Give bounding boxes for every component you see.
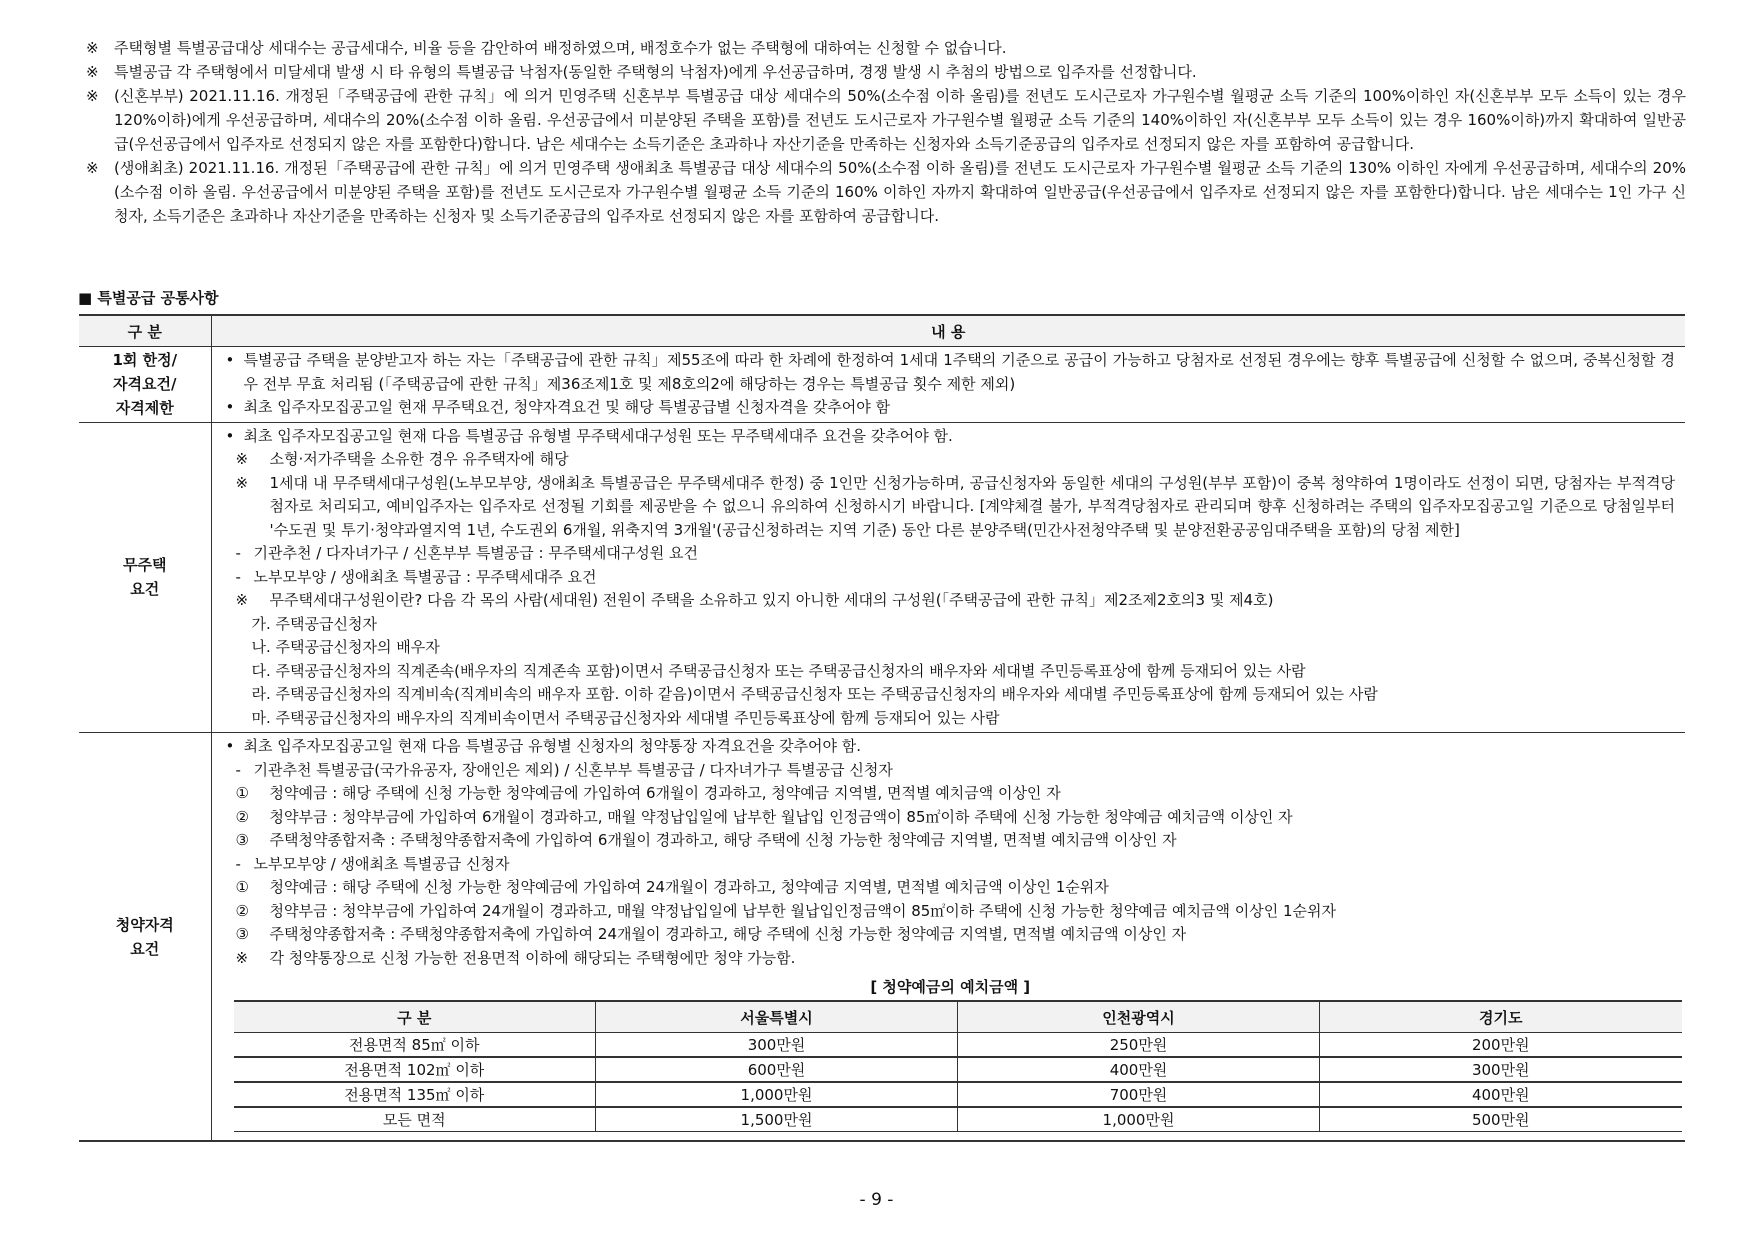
- deposit-amount-cell: 1,000만원: [958, 1107, 1320, 1132]
- line-text: 주택청약종합저축 : 주택청약종합저축에 가입하여 6개월이 경과하고, 해당 주택에 신청 가능한 청약예금 지역별, 면적별 예치금액 이상인 자: [269, 831, 1177, 849]
- content-line: [226, 589, 1676, 613]
- deposit-amount-cell: 400만원: [958, 1057, 1320, 1082]
- line-text: 가. 주택공급신청자: [251, 614, 377, 633]
- content-line: [226, 349, 1676, 396]
- deposit-header: 구 분: [234, 1001, 596, 1033]
- line-text: 라. 주택공급신청자의 직계비속(직계비속의 배우자 포함. 이하 같음)이면서 주택공급신청자 또는 주택공급신청자의 배우자와 세대별 주민등록표상에 함께 등재되어 있는 사람: [251, 685, 1378, 703]
- deposit-amount-cell: 700만원: [958, 1082, 1320, 1107]
- line-text: 노부모부양 / 생애최초 특별공급 : 무주택세대주 요건: [253, 567, 597, 586]
- bullet-mark: ※: [235, 948, 249, 967]
- deposit-table-title: [ 청약예금의 예치금액 ]: [870, 978, 1031, 996]
- line-text: 청약예금 : 해당 주택에 신청 가능한 청약예금에 가입하여 6개월이 경과하고, 청약예금 지역별, 면적별 예치금액 이상인 자: [269, 784, 1061, 802]
- deposit-area-cell: 전용면적 135㎡ 이하: [234, 1082, 596, 1107]
- deposit-amount-cell: 300만원: [596, 1033, 958, 1058]
- bullet-mark: •: [225, 737, 235, 755]
- line-text: 청약예금 : 해당 주택에 신청 가능한 청약예금에 가입하여 24개월이 경과하고, 청약예금 지역별, 면적별 예치금액 이상인 1순위자: [269, 878, 1109, 896]
- deposit-row: [234, 1107, 1682, 1132]
- bullet-mark: •: [225, 426, 235, 445]
- bullet-mark: ②: [235, 807, 249, 826]
- table-row: [79, 422, 1685, 733]
- bullet-mark: ※: [235, 450, 249, 468]
- line-text: 최초 입주자모집공고일 현재 무주택요건, 청약자격요건 및 해당 특별공급별 신청자격을 갖추어야 함: [243, 398, 891, 416]
- table-header-row: [79, 315, 1685, 347]
- note-text: 특별공급 각 주택형에서 미달세대 발생 시 타 유형의 특별공급 낙첨자(동일한 주택형의 낙첨자)에게 우선공급하며, 경쟁 발생 시 추첨의 방법으로 입주자를 선정합니다.: [114, 63, 1197, 81]
- line-text: 청약부금 : 청약부금에 가입하여 24개월이 경과하고, 매월 약정납입일에 납부한 월납입인정금액이 85㎡이하 주택에 신청 가능한 청약예금 예치금액 이상인 1순위자: [269, 901, 1336, 920]
- bullet-mark: ①: [235, 878, 249, 896]
- deposit-amount-cell: 300만원: [1320, 1057, 1682, 1082]
- content-line: [226, 900, 1676, 924]
- bullet-mark: -: [235, 567, 241, 586]
- content-line: [226, 613, 1676, 637]
- row-content: [211, 347, 1685, 423]
- notes-block: [86, 36, 1686, 228]
- section-title: ■ 특별공급 공통사항: [78, 289, 219, 307]
- line-text: 기관추천 / 다자녀가구 / 신혼부부 특별공급 : 무주택세대구성원 요건: [253, 544, 699, 562]
- content-line: [226, 683, 1676, 707]
- content-line: [226, 947, 1676, 971]
- line-text: 기관추천 특별공급(국가유공자, 장애인은 제외) / 신혼부부 특별공급 / 다자녀가구 특별공급 신청자: [253, 760, 893, 779]
- bullet-mark: •: [225, 351, 235, 369]
- special-supply-table: [79, 314, 1685, 1142]
- line-text: 무주택세대구성원이란? 다음 각 목의 사람(세대원) 전원이 주택을 소유하고 있지 아니한 세대의 구성원(「주택공급에 관한 규칙」제2조제2호의3 및 제4호): [269, 591, 1274, 609]
- row-label: 청약자격 요건: [79, 733, 211, 1142]
- reference-mark: ※: [86, 159, 99, 177]
- table-row: [79, 733, 1685, 1142]
- bullet-mark: ③: [235, 831, 249, 849]
- header-content: 내 용: [211, 315, 1685, 347]
- deposit-amount-cell: 200만원: [1320, 1033, 1682, 1058]
- content-line: [226, 448, 1676, 472]
- note-item: [86, 84, 1686, 156]
- line-text: 최초 입주자모집공고일 현재 다음 특별공급 유형별 무주택세대구성원 또는 무주택세대주 요건을 갖추어야 함.: [243, 426, 953, 445]
- reference-mark: ※: [86, 63, 99, 81]
- row-content: [211, 422, 1685, 733]
- content-line: [226, 396, 1676, 420]
- content-line: [226, 923, 1676, 947]
- deposit-header-row: [234, 1001, 1682, 1033]
- deposit-area-cell: 전용면적 102㎡ 이하: [234, 1057, 596, 1082]
- deposit-header: 인천광역시: [958, 1001, 1320, 1033]
- deposit-amount-cell: 1,500만원: [596, 1107, 958, 1132]
- line-text: 주택청약종합저축 : 주택청약종합저축에 가입하여 24개월이 경과하고, 해당 주택에 신청 가능한 청약예금 지역별, 면적별 예치금액 이상인 자: [269, 925, 1187, 943]
- deposit-area-cell: 모든 면적: [234, 1107, 596, 1132]
- line-text: 특별공급 주택을 분양받고자 하는 자는「주택공급에 관한 규칙」제55조에 따라 한 차례에 한정하여 1세대 1주택의 기준으로 공급이 가능하고 당첨자로 선정된 경우에는 향후 특별공급에 신청할 수 없으며, 중복신청할 경우 전부 무효 처리됨 (「주택공급에 관한 규칙」제36조제1호 및 제8호의2에 해당하는 경우는 특별공급 횟수 제한 제외): [243, 351, 1675, 393]
- line-text: 나. 주택공급신청자의 배우자: [251, 638, 440, 656]
- reference-mark: ※: [86, 39, 99, 57]
- deposit-amount-table: [234, 1000, 1682, 1132]
- deposit-row: [234, 1057, 1682, 1082]
- reference-mark: ※: [86, 87, 99, 105]
- deposit-amount-cell: 400만원: [1320, 1082, 1682, 1107]
- row-label: 무주택 요건: [79, 422, 211, 733]
- content-line: [226, 707, 1676, 731]
- content-line: [226, 759, 1676, 783]
- deposit-area-cell: 전용면적 85㎡ 이하: [234, 1033, 596, 1058]
- content-line: [226, 566, 1676, 590]
- note-text: 주택형별 특별공급대상 세대수는 공급세대수, 비율 등을 감안하여 배정하였으며, 배정호수가 없는 주택형에 대하여는 신청할 수 없습니다.: [114, 39, 1007, 57]
- bullet-mark: -: [235, 544, 241, 562]
- content-line: [226, 735, 1676, 759]
- deposit-amount-cell: 500만원: [1320, 1107, 1682, 1132]
- line-text: 소형·저가주택을 소유한 경우 유주택자에 해당: [269, 450, 569, 468]
- bullet-mark: ※: [235, 591, 249, 609]
- deposit-row: [234, 1033, 1682, 1058]
- line-text: 각 청약통장으로 신청 가능한 전용면적 이하에 해당되는 주택형에만 청약 가능함.: [269, 948, 796, 967]
- line-text: 청약부금 : 청약부금에 가입하여 6개월이 경과하고, 매월 약정납입일에 납부한 월납입 인정금액이 85㎡이하 주택에 신청 가능한 청약예금 예치금액 이상인 자: [269, 807, 1293, 826]
- bullet-mark: -: [235, 854, 241, 873]
- table-row: [79, 347, 1685, 423]
- note-item: [86, 60, 1686, 84]
- line-text: 다. 주택공급신청자의 직계존속(배우자의 직계존속 포함)이면서 주택공급신청자 또는 주택공급신청자의 배우자와 세대별 주민등록표상에 함께 등재되어 있는 사람: [251, 661, 1306, 680]
- deposit-amount-cell: 1,000만원: [596, 1082, 958, 1107]
- deposit-row: [234, 1082, 1682, 1107]
- bullet-mark: ③: [235, 925, 249, 943]
- bullet-mark: ②: [235, 901, 249, 920]
- row-content: [211, 733, 1685, 1142]
- row-label: 1회 한정/ 자격요건/ 자격제한: [79, 347, 211, 423]
- line-text: 마. 주택공급신청자의 배우자의 직계비속이면서 주택공급신청자와 세대별 주민등록표상에 함께 등재되어 있는 사람: [251, 708, 1000, 727]
- note-text: (신혼부부) 2021.11.16. 개정된「주택공급에 관한 규칙」에 의거 민영주택 신혼부부 특별공급 대상 세대수의 50%(소수점 이하 올림)를 전년도 도시근로자 가구원수별 월평균 소득 기준의 100%이하인 자(신혼부부 모두 소득이 있는 경우 120%이하)에게 우선공급하며, 세대수의 20%(소수점 이하 올림. 우선공급에서 미분양된 주택을 포함)를 전년도 도시근로자 가구원수별 월평균 소득 기준의 140%이하인 자(신혼부부 모두 소득이 있는 경우 160%이하)까지 확대하여 일반공급(우선공급에서 입주자로 선정되지 않은 자를 포함한다)합니다. 남은 세대수는 소득기준은 초과하나 자산기준을 만족하는 신청자와 소득기준공급의 입주자로 선정되지 않은 자를 포함하여 공급합니다.: [114, 87, 1686, 153]
- header-category: 구 분: [79, 315, 211, 347]
- deposit-header: 서울특별시: [596, 1001, 958, 1033]
- line-text: 최초 입주자모집공고일 현재 다음 특별공급 유형별 신청자의 청약통장 자격요건을 갖추어야 함.: [243, 737, 862, 755]
- line-text: 노부모부양 / 생애최초 특별공급 신청자: [253, 854, 510, 873]
- content-line: [226, 542, 1676, 566]
- bullet-mark: -: [235, 760, 241, 779]
- bullet-mark: ①: [235, 784, 249, 802]
- deposit-header: 경기도: [1320, 1001, 1682, 1033]
- content-line: [226, 660, 1676, 684]
- content-line: [226, 425, 1676, 449]
- content-line: [226, 636, 1676, 660]
- note-item: [86, 36, 1686, 60]
- deposit-amount-cell: 250만원: [958, 1033, 1320, 1058]
- content-line: [226, 829, 1676, 853]
- content-line: [226, 853, 1676, 877]
- note-text: (생애최초) 2021.11.16. 개정된「주택공급에 관한 규칙」에 의거 민영주택 생애최초 특별공급 대상 세대수의 50%(소수점 이하 올림)를 전년도 도시근로자 가구원수별 월평균 소득 기준의 130% 이하인 자에게 우선공급하며, 세대수의 20%(소수점 이하 올림. 우선공급에서 미분양된 주택을 포함)를 전년도 도시근로자 가구원수별 월평균 소득 기준의 160% 이하인 자까지 확대하여 일반공급(우선공급에서 입주자로 선정되지 않은 자를 포함한다)합니다. 남은 세대수는 1인 가구 신청자, 소득기준은 초과하나 자산기준을 만족하는 신청자 및 소득기준공급의 입주자로 선정되지 않은 자를 포함하여 공급합니다.: [114, 159, 1686, 225]
- content-line: [226, 876, 1676, 900]
- content-line: [226, 782, 1676, 806]
- line-text: 1세대 내 무주택세대구성원(노부모부양, 생애최초 특별공급은 무주택세대주 한정) 중 1인만 신청가능하며, 공급신청자와 동일한 세대의 구성원(부부 포함)이 중복 청약하여 1명이라도 선정이 되면, 당첨자는 부적격당첨자로 처리되고, 예비입주자는 입주자로 선정될 기회를 제공받을 수 없으니 유의하여 신청하시기 바랍니다. [계약체결 불가, 부적격당첨자로 관리되며 향후 신청하려는 주택의 입주자모집공고일 기준으로 당첨일부터 '수도권 및 투기·청약과열지역 1년, 수도권외 6개월, 위축지역 3개월'(공급신청하려는 지역 기준) 동안 다른 분양주택(민간사전청약주택 및 분양전환공공임대주택을 포함)의 당첨 제한]: [269, 473, 1675, 539]
- page-number: - 9 -: [859, 1190, 894, 1210]
- bullet-mark: ※: [235, 473, 249, 492]
- deposit-amount-cell: 600만원: [596, 1057, 958, 1082]
- content-line: [226, 806, 1676, 830]
- content-line: [226, 472, 1676, 543]
- note-item: [86, 156, 1686, 228]
- bullet-mark: •: [225, 398, 235, 416]
